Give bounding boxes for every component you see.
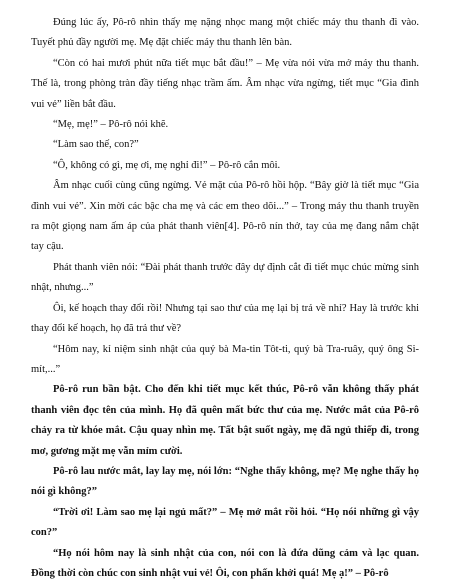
- paragraph: “Họ nói hôm nay là sinh nhật của con, nói con là đứa dũng cảm và lạc quan. Đồng thời còn chúc con sinh nhật vui vẻ! Ôi, con phấn khởi quá! Mẹ ạ!” – Pô-rô: [31, 547, 419, 579]
- paragraph: “Hôm nay, kỉ niệm sinh nhật của quý bà Ma-tin Tôt-ti, quý bà Tra-ruây, quý ông Si-mít,...”: [31, 343, 419, 375]
- paragraph: “Làm sao thế, con?”: [53, 139, 139, 151]
- paragraph: “Ô, không có gì, mẹ ơi, mẹ nghỉ đi!” – Pô-rô cắn môi.: [53, 159, 281, 171]
- paragraph: Pô-rô run bần bật. Cho đến khi tiết mục kết thúc, Pô-rô vẫn không thấy phát thanh viên đọc tên của mình. Họ đã quên mất bức thư của mẹ. Nước mắt của Pô-rô chảy ra từ khóe mắt. Cậu quay nhìn mẹ. Tất bật suốt ngày, mẹ đã ngủ thiếp đi, trong mơ, gương mặt mẹ vẫn mỉm cười.: [31, 384, 419, 457]
- paragraph: “Mẹ, mẹ!” – Pô-rô nói khẽ.: [53, 119, 169, 131]
- paragraph: Phát thanh viên nói: “Đài phát thanh trước đây dự định cắt đi tiết mục chúc mừng sinh nhật, nhưng...”: [31, 261, 419, 294]
- paragraph: Âm nhạc cuối cùng cũng ngừng. Vẻ mặt của Pô-rô hồi hộp. “Bây giờ là tiết mục “Gia đình vui vẻ”. Xin mời các bậc cha mẹ và các em theo dõi...” – Trong máy thu thanh truyền ra một giọng nam ấm áp của phát thanh viên[4]. Pô-rô nín thở, tay của mẹ đang nắm chặt tay cậu.: [31, 180, 419, 253]
- paragraph: “Còn có hai mươi phút nữa tiết mục bắt đầu!” – Mẹ vừa nói vừa mở máy thu thanh. Thế là, trong phòng tràn đầy tiếng nhạc trầm ấm. Âm nhạc vừa ngừng, tiết mục “Gia đình vui vẻ” liền bắt đầu.: [31, 57, 419, 110]
- paragraph: Pô-rô lau nước mắt, lay lay mẹ, nói lớn: “Nghe thấy không, mẹ? Mẹ nghe thấy họ nói gì không?”: [31, 465, 419, 498]
- paragraph: Ôi, kế hoạch thay đổi rồi! Nhưng tại sao thư của mẹ lại bị trả về nhỉ? Hay là trước khi thay đổi kế hoạch, họ đã trả thư về?: [31, 302, 419, 335]
- document-body: [31, 13, 419, 584]
- paragraph: “Trời ơi! Làm sao mẹ lại ngủ mất?” – Mẹ mở mắt rồi hỏi. “Họ nói những gì vậy con?”: [31, 506, 419, 539]
- paragraph: Đúng lúc ấy, Pô-rô nhìn thấy mẹ nặng nhọc mang một chiếc máy thu thanh đi vào. Tuyết phủ đầy người mẹ. Mẹ đặt chiếc máy thu thanh lên bàn.: [31, 17, 419, 49]
